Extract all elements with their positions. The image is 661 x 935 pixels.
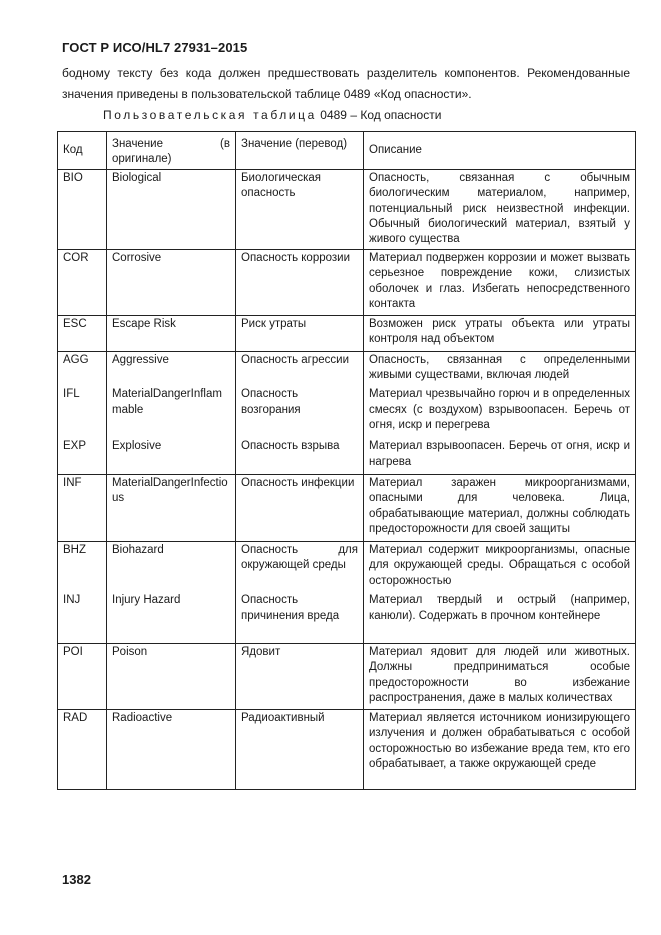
header-translation: Значение (перевод) <box>236 132 364 170</box>
cell-original: Biohazard <box>107 541 236 592</box>
cell-code: RAD <box>58 709 107 789</box>
cell-translation: Риск утраты <box>236 315 364 351</box>
cell-description: Материал подвержен коррозии и может вызвать серьезное повреждение кожи, слизистых оболочек и глаз. Избегать непосредственного контакта <box>364 249 636 315</box>
table-row <box>58 351 636 386</box>
cell-description: Материал содержит микроорганизмы, опасные для окружающей среды. Обращаться с особой осторожностью <box>364 541 636 592</box>
cell-description: Материал является источником ионизирующего излучения и должен обрабатываться с особой осторожностью во избежание вреда тем, кто его обрабатывает, а также окружающей среде <box>364 709 636 789</box>
cell-original: Poison <box>107 643 236 709</box>
table-caption-dash: – <box>350 108 357 122</box>
cell-translation: Опасность возгорания <box>236 386 364 438</box>
cell-code: INJ <box>58 592 107 643</box>
cell-description: Опасность, связанная с определенными живыми существами, включая людей <box>364 351 636 386</box>
table-header-row <box>58 132 636 170</box>
cell-translation: Ядовит <box>236 643 364 709</box>
table-row <box>58 592 636 643</box>
table-row <box>58 541 636 592</box>
cell-original: Corrosive <box>107 249 236 315</box>
cell-code: ESC <box>58 315 107 351</box>
cell-code: IFL <box>58 386 107 438</box>
table-caption-number: 0489 <box>320 108 347 122</box>
cell-description: Материал взрывоопасен. Беречь от огня, искр и нагрева <box>364 438 636 474</box>
cell-description: Материал заражен микроорганизмами, опасными для человека. Лица, обрабатывающие материал, должны соблюдать предосторожности для своей защиты <box>364 474 636 541</box>
table-row <box>58 474 636 541</box>
cell-translation: Опасность агрессии <box>236 351 364 386</box>
table-row <box>58 386 636 438</box>
table-row <box>58 169 636 249</box>
cell-code: BIO <box>58 169 107 249</box>
cell-translation: Опасность причинения вреда <box>236 592 364 643</box>
cell-translation: Опасность коррозии <box>236 249 364 315</box>
cell-translation: Опасность взрыва <box>236 438 364 474</box>
cell-original: Aggressive <box>107 351 236 386</box>
cell-code: COR <box>58 249 107 315</box>
cell-description: Материал чрезвычайно горюч и в определенных смесях (с воздухом) взрывоопасен. Беречь от огня, искр и перегрева <box>364 386 636 438</box>
page-number: 1382 <box>62 872 91 887</box>
header-code: Код <box>58 132 107 170</box>
hazard-code-table <box>57 131 636 790</box>
document-header: ГОСТ Р ИСО/HL7 27931–2015 <box>62 40 248 55</box>
header-original: Значение (в оригинале) <box>107 132 236 170</box>
cell-original: MaterialDangerInflammable <box>107 386 236 438</box>
table-row <box>58 315 636 351</box>
table-caption <box>103 108 441 122</box>
cell-original: MaterialDangerInfectious <box>107 474 236 541</box>
table-row <box>58 249 636 315</box>
cell-original: Injury Hazard <box>107 592 236 643</box>
cell-code: POI <box>58 643 107 709</box>
cell-description: Возможен риск утраты объекта или утраты контроля над объектом <box>364 315 636 351</box>
cell-translation: Опасность для окружающей среды <box>236 541 364 592</box>
cell-code: EXP <box>58 438 107 474</box>
cell-description: Опасность, связанная с обычным биологическим материалом, например, потенциальный риск неизвестной инфекции. Обычный биологический материал, взятый у живого существа <box>364 169 636 249</box>
table-row <box>58 643 636 709</box>
cell-original: Biological <box>107 169 236 249</box>
cell-translation: Радиоактивный <box>236 709 364 789</box>
cell-original: Radioactive <box>107 709 236 789</box>
header-description: Описание <box>364 132 636 170</box>
cell-code: AGG <box>58 351 107 386</box>
cell-description: Материал твердый и острый (например, канюли). Содержать в прочном контейнере <box>364 592 636 643</box>
cell-translation: Биологическая опасность <box>236 169 364 249</box>
cell-description: Материал ядовит для людей или животных. Должны предприниматься особые предосторожности во избежание распространения, даже в малых количествах <box>364 643 636 709</box>
table-caption-name: Код опасности <box>360 108 442 122</box>
table-row <box>58 438 636 474</box>
table-caption-label: Пользовательская таблица <box>103 108 317 122</box>
table-row <box>58 709 636 789</box>
cell-translation: Опасность инфекции <box>236 474 364 541</box>
intro-paragraph: бодному тексту без кода должен предшествовать разделитель компонентов. Рекомендованные значения приведены в пользовательской таблице 0489 «Код опасности». <box>62 66 630 101</box>
cell-code: BHZ <box>58 541 107 592</box>
cell-code: INF <box>58 474 107 541</box>
cell-original: Escape Risk <box>107 315 236 351</box>
cell-original: Explosive <box>107 438 236 474</box>
